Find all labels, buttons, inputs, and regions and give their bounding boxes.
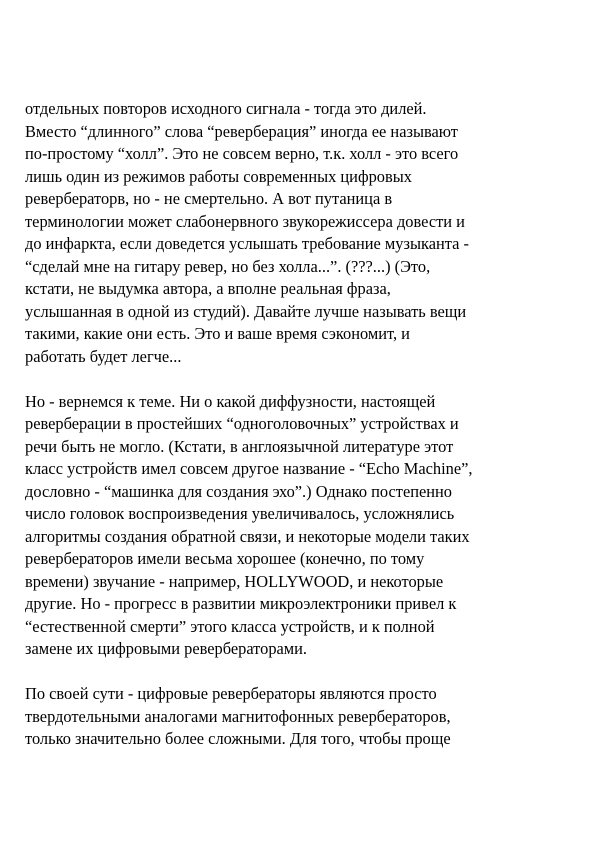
text-line: времени) звучание - например, HOLLYWOOD, и некоторые — [25, 571, 444, 591]
text-line: кстати, не выдумка автора, а вполне реальная фраза, — [25, 279, 391, 298]
text-line: лишь один из режимов работы современных цифровых — [25, 166, 412, 186]
paragraph-1 — [25, 98, 580, 368]
text-line: ревербераторов имели весьма хорошее (конечно, по тому — [25, 549, 425, 568]
paragraph-spacer — [25, 368, 580, 391]
paragraph-2 — [25, 391, 580, 661]
text-line: “естественной смерти” этого класса устройств, и к полной — [25, 616, 435, 636]
paragraph-spacer — [25, 661, 580, 684]
text-line: только значительно более сложными. Для того, чтобы проще — [25, 729, 451, 748]
text-line: другие. Но - прогресс в развитии микроэлектроники привел к — [25, 594, 457, 613]
text-line: Вместо “длинного” слова “реверберация” иногда ее называют — [25, 121, 458, 141]
text-line: по-простому “холл”. Это не совсем верно, т.к. холл - это всего — [25, 144, 459, 163]
text-line: класс устройств имел совсем другое название - “Echo Machine”, — [25, 459, 473, 478]
text-line: до инфаркта, если доведется услышать требование музыканта - — [25, 234, 469, 253]
text-line: замене их цифровыми ревербераторами. — [25, 639, 308, 658]
text-line: речи быть не могло. (Кстати, в англоязычной литературе этот — [25, 436, 454, 456]
document-body — [25, 98, 580, 751]
text-line: дословно - “машинка для создания эхо”.) Однако постепенно — [25, 481, 453, 501]
paragraph-3 — [25, 683, 580, 751]
text-line: такими, какие они есть. Это и ваше время сэкономит, и — [25, 324, 410, 343]
text-line: “сделай мне на гитару ревер, но без холла...”. (???...) (Это, — [25, 256, 431, 276]
text-line: алгоритмы создания обратной связи, и некоторые модели таких — [25, 526, 470, 546]
text-line: реверберации в простейших “одноголовочных” устройствах и — [25, 414, 459, 433]
text-line: По своей сути - цифровые ревербераторы являются просто — [25, 684, 437, 703]
text-line: твердотельными аналогами магнитофонных ревербераторов, — [25, 706, 451, 726]
text-line: терминологии может слабонервного звукорежиссера довести и — [25, 211, 465, 231]
text-line: число головок воспроизведения увеличивалось, усложнялись — [25, 504, 455, 523]
text-line: Но - вернемся к теме. Ни о какой диффузности, настоящей — [25, 391, 436, 411]
text-line: работать будет легче... — [25, 346, 182, 366]
text-line: услышанная в одной из студий). Давайте лучше называть вещи — [25, 301, 467, 321]
text-line: отдельных повторов исходного сигнала - тогда это дилей. — [25, 99, 427, 118]
text-line: ревербераторв, но - не смертельно. А вот путаница в — [25, 189, 393, 208]
